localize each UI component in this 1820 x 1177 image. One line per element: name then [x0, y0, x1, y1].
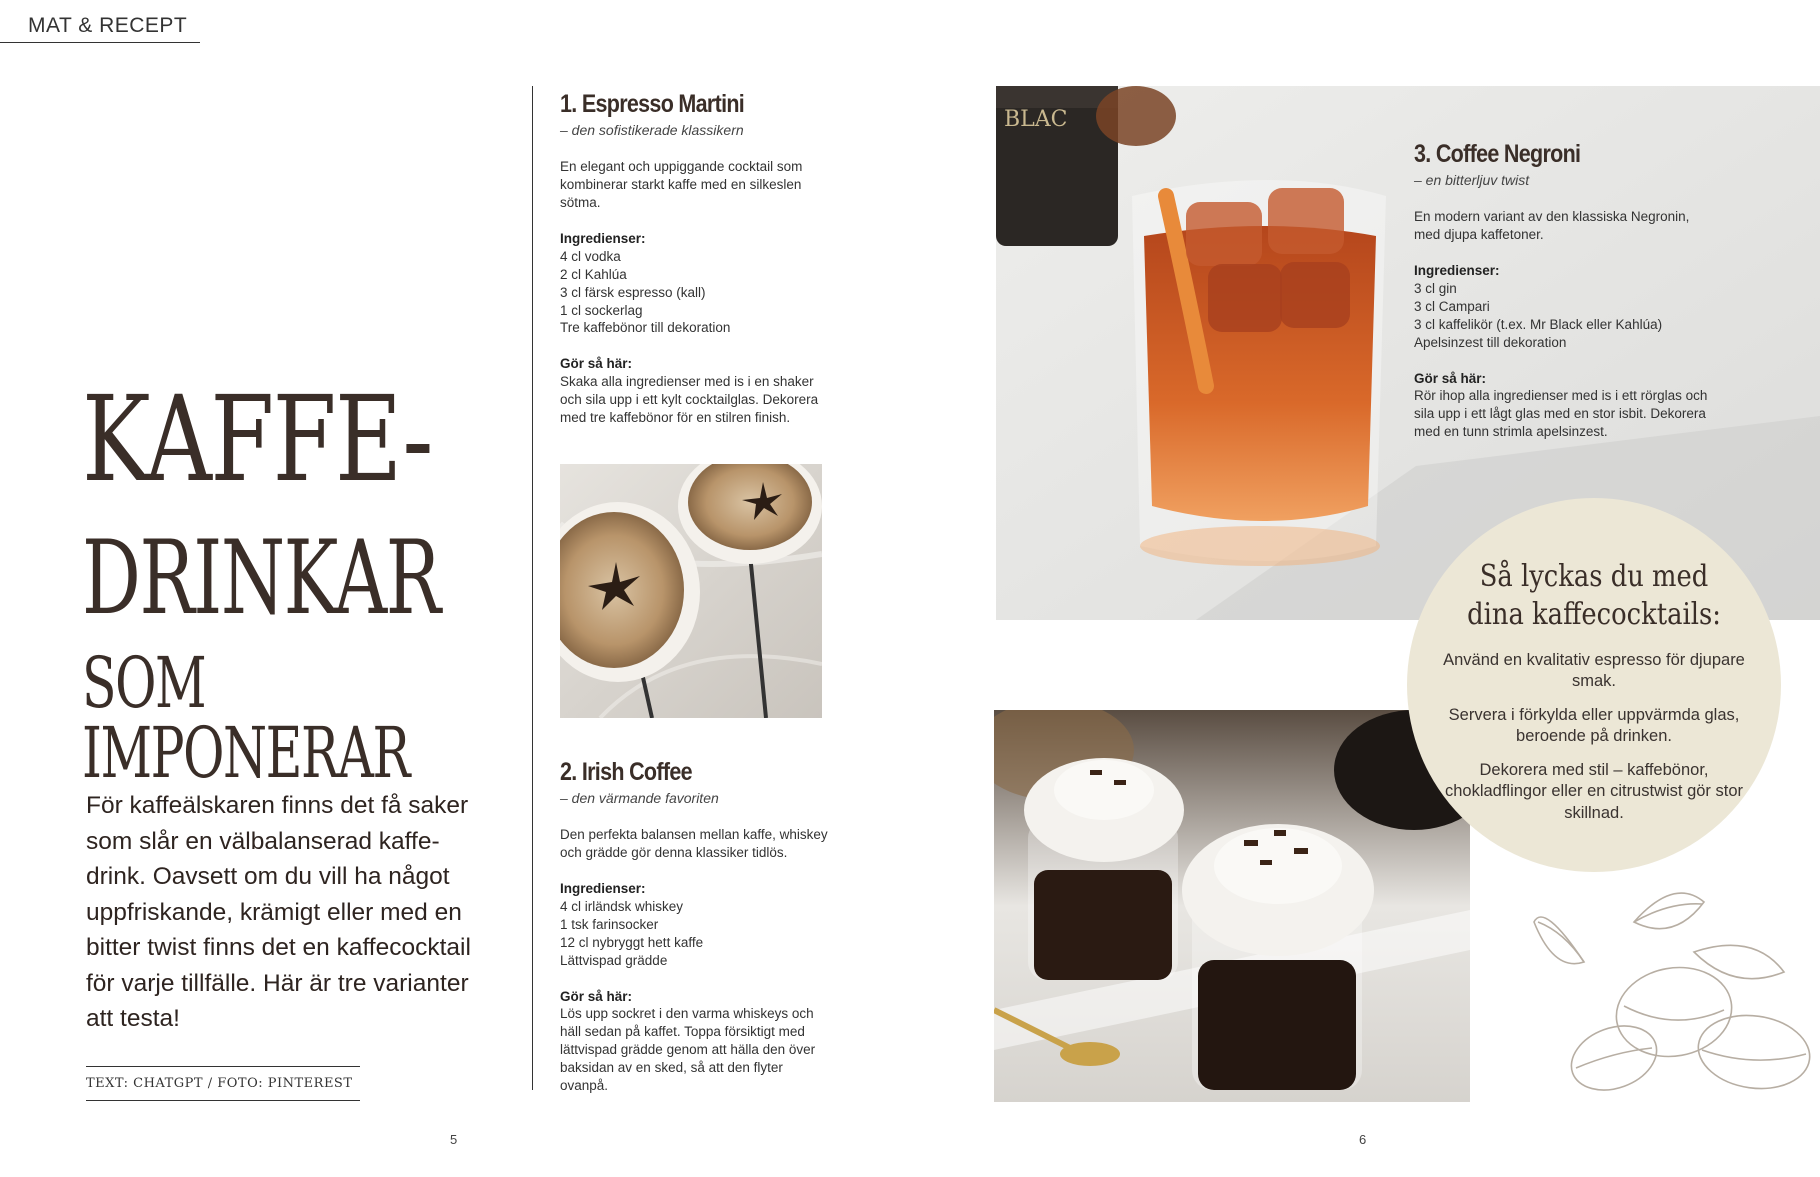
ingredients-label: Ingredienser:	[1414, 262, 1500, 278]
section-label: MAT & RECEPT	[28, 14, 188, 37]
ingredient-item: 3 cl färsk espresso (kall)	[560, 284, 706, 300]
tips-circle	[1407, 498, 1781, 872]
tip-item: Servera i förkylda eller uppvärmda glas, beroende på drinken.	[1448, 705, 1740, 746]
credit-line: TEXT: CHATGPT / FOTO: PINTEREST	[86, 1076, 353, 1091]
recipe-subtitle: – den värmande favoriten	[560, 790, 719, 807]
tips-title-line-2: dina kaffecocktails:	[1467, 597, 1721, 633]
ingredients-list	[560, 248, 830, 338]
ingredient-item: 12 cl nybryggt hett kaffe	[560, 934, 704, 950]
ingredients-label: Ingredienser:	[560, 880, 646, 896]
ingredient-item: 3 cl Campari	[1414, 298, 1490, 314]
ingredients-list	[1414, 280, 1714, 352]
title-line-3: SOM IMPONERAR	[82, 642, 409, 794]
column-divider	[532, 86, 533, 1090]
ingredient-item: 4 cl irländsk whiskey	[560, 898, 684, 914]
ingredient-item: Apelsinzest till dekoration	[1414, 334, 1567, 350]
section-rule	[0, 42, 200, 43]
ingredient-item: Lättvispad grädde	[560, 952, 668, 968]
ingredients-list	[560, 898, 830, 970]
page-title	[82, 370, 512, 794]
coffee-beans-illustration	[1524, 882, 1820, 1096]
ingredient-item: 1 tsk farinsocker	[560, 916, 659, 932]
intro-text: För kaffeälskaren finns det få saker som slår en välbalanserad kaffe-drink. Oavsett om du vill ha något uppfriskande, krämigt eller med en bitter twist finns det en kaffecocktail för varje tillfälle. Här är tre varianter att testa!	[86, 792, 471, 1033]
recipe-subtitle: – en bitterljuv twist	[1414, 172, 1530, 189]
recipe-title: 2. Irish Coffee	[560, 758, 692, 786]
page-number-left: 5	[450, 1132, 458, 1147]
ingredient-item: 3 cl kaffelikör (t.ex. Mr Black eller Kahlúa)	[1414, 316, 1663, 332]
recipe-espresso-martini	[560, 88, 830, 427]
method-label: Gör så här:	[560, 988, 633, 1004]
recipe-coffee-negroni	[1414, 138, 1714, 441]
method-text: Lös upp sockret i den varma whiskeys och häll sedan på kaffet. Toppa försiktigt med lättvispad grädde genom att hälla den över baksidan av en sked, så att den flyter ovanpå.	[560, 1006, 816, 1094]
ingredient-item: Tre kaffebönor till dekoration	[560, 320, 731, 336]
tips-title-line-1: Så lyckas du med	[1479, 559, 1709, 594]
bottle-label: BLAC	[1004, 107, 1068, 132]
title-line-1: KAFFE-	[82, 370, 432, 508]
ingredient-item: 4 cl vodka	[560, 248, 621, 264]
title-line-2: DRINKAR	[82, 519, 440, 638]
recipe-description: En elegant och uppiggande cocktail som kombinerar starkt kaffe med en silkeslen sötma.	[560, 158, 803, 210]
ingredient-item: 2 cl Kahlúa	[560, 266, 627, 282]
ingredients-label: Ingredienser:	[560, 230, 646, 246]
espresso-martini-photo	[560, 464, 822, 718]
ingredient-item: 1 cl sockerlag	[560, 302, 643, 318]
tips-title	[1433, 558, 1755, 635]
recipe-title: 3. Coffee Negroni	[1414, 140, 1581, 168]
recipe-irish-coffee	[560, 756, 830, 1095]
recipe-title: 1. Espresso Martini	[560, 90, 745, 118]
method-label: Gör så här:	[560, 356, 633, 372]
recipe-description: Den perfekta balansen mellan kaffe, whiskey och grädde gör denna klassiker tidlös.	[560, 826, 828, 860]
method-text: Skaka alla ingredienser med is i en shaker och sila upp i ett kylt cocktailglas. Dekorera med tre kaffebönor för en stilren finish.	[560, 374, 819, 426]
tips-list	[1441, 650, 1747, 836]
page-number-right: 6	[1359, 1132, 1367, 1147]
method-text: Rör ihop alla ingredienser med is i ett rörglas och sila upp i ett lågt glas med en stor isbit. Dekorera med en tunn strimla apelsinzest.	[1414, 388, 1708, 440]
ingredient-item: 3 cl gin	[1414, 280, 1457, 296]
irish-coffee-photo	[994, 710, 1470, 1102]
method-label: Gör så här:	[1414, 370, 1487, 386]
credit-rule-top	[86, 1066, 360, 1067]
credit-rule-bottom	[86, 1100, 360, 1101]
recipe-subtitle: – den sofistikerade klassikern	[560, 122, 744, 139]
recipe-description: En modern variant av den klassiska Negronin, med djupa kaffetoner.	[1414, 208, 1690, 242]
tip-item: Använd en kvalitativ espresso för djupare smak.	[1443, 651, 1745, 691]
tip-item: Dekorera med stil – kaffebönor, chokladflingor eller en citrustwist gör stor skillnad.	[1444, 760, 1744, 822]
